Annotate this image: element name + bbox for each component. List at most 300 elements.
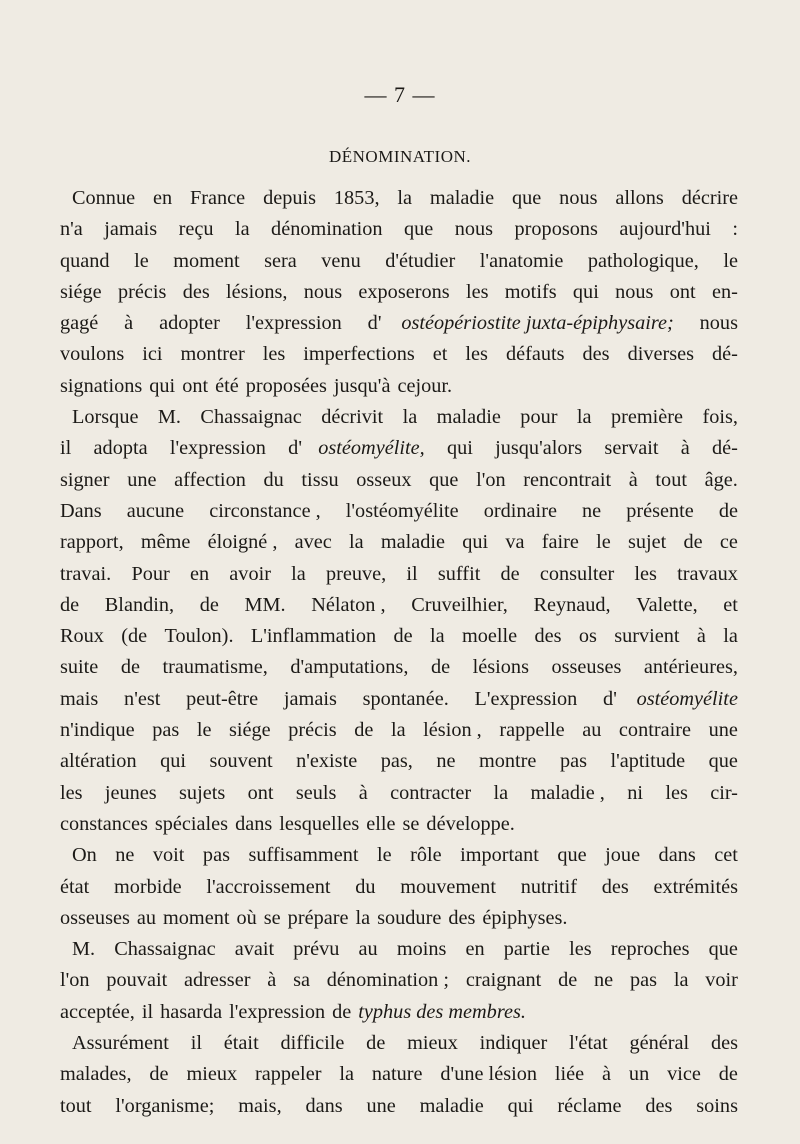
word: joue xyxy=(605,844,641,867)
body-text xyxy=(60,183,738,1122)
word: en xyxy=(465,938,485,961)
word: mais xyxy=(60,687,99,710)
word: que xyxy=(404,218,434,241)
text-line xyxy=(60,903,738,934)
word: Toulon). xyxy=(164,625,234,648)
text-line xyxy=(60,1028,738,1059)
text-line xyxy=(60,433,738,464)
word: survient xyxy=(614,625,680,648)
text-line xyxy=(60,371,738,402)
word: Assurément xyxy=(72,1032,169,1055)
word: l'accroissement xyxy=(206,875,331,898)
word: le xyxy=(196,719,212,742)
word: première xyxy=(610,406,684,429)
word: acceptée, xyxy=(60,1000,135,1023)
word: nous xyxy=(615,280,654,303)
word: Chassaignac xyxy=(114,938,216,961)
word: d' xyxy=(288,437,302,460)
text-line xyxy=(60,746,738,777)
word: dans xyxy=(235,812,273,835)
text-line xyxy=(60,840,738,871)
word: preuve, xyxy=(325,562,387,585)
word: les xyxy=(569,938,592,961)
word: développe. xyxy=(426,812,515,835)
word: ostéopériostite juxta-épiphysaire; xyxy=(401,312,674,335)
word: dans xyxy=(305,1094,343,1117)
word: il xyxy=(190,1032,202,1055)
word: osseuses xyxy=(551,656,622,679)
word: à xyxy=(680,437,690,460)
word: d'une lésion xyxy=(440,1063,537,1086)
word: important xyxy=(460,844,539,867)
word: qui xyxy=(462,531,489,554)
word: qui xyxy=(507,1094,534,1117)
word: la xyxy=(339,1063,354,1086)
word: dé- xyxy=(712,343,738,366)
word: que xyxy=(429,468,459,491)
word: voir xyxy=(705,969,738,992)
text-line xyxy=(60,559,738,590)
text-line xyxy=(60,527,738,558)
word: d' xyxy=(603,687,617,710)
word: la xyxy=(291,562,306,585)
word: nutritif xyxy=(520,875,578,898)
word: les xyxy=(665,781,688,804)
word: ne xyxy=(582,499,602,522)
word: moment xyxy=(163,906,230,929)
word: spontanée. xyxy=(362,687,449,710)
word: partie xyxy=(503,938,550,961)
word: il xyxy=(141,1000,154,1023)
word: d'amputations, xyxy=(290,656,409,679)
word: éloigné , xyxy=(207,531,278,554)
word: des xyxy=(645,1094,673,1117)
word: à xyxy=(628,468,638,491)
word: jamais xyxy=(283,687,337,710)
word: l'ostéomyélite xyxy=(345,499,459,522)
word: reçu xyxy=(178,218,214,241)
word: jusqu'alors xyxy=(495,437,583,460)
text-line xyxy=(60,402,738,433)
word: rapport, xyxy=(60,531,124,554)
word: exposerons xyxy=(358,280,450,303)
word: nous xyxy=(699,312,738,335)
word: épiphyses. xyxy=(482,906,568,929)
text-line xyxy=(60,465,738,496)
word: : xyxy=(732,218,738,241)
word: On xyxy=(72,844,97,867)
word: adresser xyxy=(184,969,251,992)
text-line xyxy=(60,308,738,339)
word: n'existe xyxy=(296,750,358,773)
word: les xyxy=(262,343,286,366)
word: circonstance , xyxy=(209,499,321,522)
word: pathologique, xyxy=(587,249,699,272)
text-line xyxy=(60,277,738,308)
word: de xyxy=(683,531,703,554)
word: de xyxy=(718,499,738,522)
word: morbide xyxy=(114,875,182,898)
word: se xyxy=(402,812,420,835)
word: de xyxy=(60,593,80,616)
word: que xyxy=(557,844,587,867)
word: va xyxy=(505,531,525,554)
word: de xyxy=(332,1000,352,1023)
word: M. xyxy=(72,938,96,961)
word: été xyxy=(215,374,239,397)
word: signer xyxy=(60,468,110,491)
word: l'état xyxy=(569,1032,608,1055)
word: l'expression xyxy=(245,312,342,335)
text-line xyxy=(60,872,738,903)
word: ostéomyélite, xyxy=(318,437,425,460)
word: soins xyxy=(696,1094,738,1117)
word: la xyxy=(234,218,250,241)
word: la xyxy=(355,906,371,929)
word: Reynaud, xyxy=(533,593,611,616)
word: que xyxy=(512,187,542,209)
word: une xyxy=(708,719,738,742)
word: Lorsque xyxy=(72,406,139,429)
word: la xyxy=(349,531,364,554)
word: les xyxy=(465,343,488,366)
word: lésions, xyxy=(226,280,288,303)
word: ont xyxy=(247,781,274,804)
word: extrémités xyxy=(653,875,738,898)
word: pas xyxy=(559,750,587,773)
text-line xyxy=(60,934,738,965)
word: d' xyxy=(367,312,382,335)
word: les xyxy=(634,562,657,585)
word: travaux xyxy=(677,562,738,585)
word: à xyxy=(696,625,706,648)
word: seuls xyxy=(295,781,337,804)
word: du xyxy=(355,875,376,898)
word: précis xyxy=(117,280,167,303)
word: dénomination ; xyxy=(326,969,450,992)
word: le xyxy=(376,844,392,867)
word: ordinaire xyxy=(483,499,557,522)
word: (de xyxy=(121,625,148,648)
page-number: — 7 — xyxy=(364,82,436,107)
word: spéciales xyxy=(154,812,229,835)
word: les xyxy=(60,781,83,804)
word: Cruveilhier, xyxy=(411,593,508,616)
word: l'on xyxy=(60,969,90,992)
word: France xyxy=(190,187,246,209)
word: malades, xyxy=(60,1063,132,1086)
word: des xyxy=(182,280,210,303)
word: âge. xyxy=(704,468,738,491)
word: lésions xyxy=(472,656,529,679)
word: nature xyxy=(371,1063,423,1086)
word: mouvement xyxy=(400,875,496,898)
word: une xyxy=(366,1094,396,1117)
word: de xyxy=(120,656,140,679)
word: pas, xyxy=(380,750,413,773)
word: travai. xyxy=(60,562,112,585)
word: M. xyxy=(157,406,181,429)
word: contraire xyxy=(618,719,691,742)
text-line xyxy=(60,997,738,1028)
word: jeunes xyxy=(104,781,157,804)
word: soudure xyxy=(377,906,442,929)
word: l'on xyxy=(476,468,506,491)
word: ostéomyélite xyxy=(636,687,738,710)
text-line xyxy=(60,778,738,809)
word: allons xyxy=(615,187,664,209)
word: lésion , xyxy=(423,719,482,742)
word: sa xyxy=(293,969,310,992)
word: de xyxy=(500,562,520,585)
word: qui xyxy=(160,750,187,773)
word: indiquer xyxy=(479,1032,548,1055)
word: des xyxy=(710,1032,738,1055)
word: des xyxy=(534,625,562,648)
word: jamais xyxy=(104,218,158,241)
word: la xyxy=(429,625,445,648)
word: des xyxy=(582,343,610,366)
word: avec xyxy=(294,531,332,554)
word: de xyxy=(718,1063,738,1086)
word: de xyxy=(430,656,451,679)
word: dans xyxy=(658,844,696,867)
word: défauts xyxy=(505,343,565,366)
word: siége xyxy=(60,280,102,303)
word: adopter xyxy=(159,312,220,335)
word: des xyxy=(448,906,476,929)
word: proposées xyxy=(245,374,327,397)
word: de xyxy=(558,969,578,992)
word: gagé xyxy=(60,312,99,335)
word: suite xyxy=(60,656,99,679)
word: la xyxy=(723,625,738,648)
word: mieux xyxy=(407,1032,458,1055)
word: signations xyxy=(60,374,143,397)
word: était xyxy=(223,1032,259,1055)
word: nous xyxy=(559,187,598,209)
word: tissu xyxy=(301,468,339,491)
word: de xyxy=(366,1032,386,1055)
word: depuis xyxy=(263,187,317,209)
word: moins xyxy=(396,938,447,961)
word: avoir xyxy=(229,562,271,585)
word: où xyxy=(236,906,257,929)
word: ici xyxy=(142,343,163,366)
word: prévu xyxy=(293,938,340,961)
word: rencontrait xyxy=(523,468,612,491)
word: réclame xyxy=(557,1094,622,1117)
word: jusqu'à xyxy=(333,374,391,397)
section-heading: DÉNOMINATION. xyxy=(328,147,471,166)
word: Nélaton , xyxy=(311,593,386,616)
word: cejour. xyxy=(397,374,453,397)
word: prépare xyxy=(287,906,349,929)
word: elle xyxy=(366,812,396,835)
text-line xyxy=(60,652,738,683)
word: rappeler xyxy=(255,1063,322,1086)
word: maladie , xyxy=(530,781,605,804)
word: rôle xyxy=(410,844,442,867)
word: état xyxy=(60,875,90,898)
word: le xyxy=(596,531,611,554)
word: n'indique xyxy=(60,719,135,742)
word: se xyxy=(263,906,281,929)
word: présente xyxy=(626,499,694,522)
text-line xyxy=(60,684,738,715)
word: qui xyxy=(149,374,176,397)
word: voit xyxy=(152,844,185,867)
word: au xyxy=(582,719,602,742)
word: et xyxy=(432,343,448,366)
word: et xyxy=(723,593,738,616)
word: suffit xyxy=(437,562,481,585)
word: Dans xyxy=(60,499,102,522)
word: maladie xyxy=(429,187,495,209)
word: os xyxy=(578,625,597,648)
word: L'expression xyxy=(474,687,578,710)
word: affection xyxy=(174,468,246,491)
word: le xyxy=(723,249,738,272)
word: de xyxy=(393,625,413,648)
text-line xyxy=(60,214,738,245)
word: diverses xyxy=(627,343,695,366)
word: de xyxy=(199,593,219,616)
text-line xyxy=(60,715,738,746)
word: servait xyxy=(604,437,659,460)
word: qui xyxy=(446,437,473,460)
word: général xyxy=(629,1032,690,1055)
word: souvent xyxy=(209,750,273,773)
word: vice xyxy=(667,1063,701,1086)
word: sujets xyxy=(179,781,226,804)
text-line xyxy=(60,1059,738,1090)
word: des xyxy=(601,875,629,898)
word: antérieures, xyxy=(643,656,738,679)
word: aucune xyxy=(126,499,185,522)
word: craignant xyxy=(465,969,542,992)
word: pouvait xyxy=(106,969,168,992)
word: n'est xyxy=(124,687,161,710)
word: nous xyxy=(303,280,343,303)
word: suffisamment xyxy=(248,844,359,867)
word: la xyxy=(390,719,406,742)
word: L'inflammation xyxy=(250,625,377,648)
word: pas xyxy=(202,844,230,867)
word: que xyxy=(708,938,738,961)
word: rappelle xyxy=(499,719,565,742)
word: décrire xyxy=(681,187,738,209)
word: ni xyxy=(627,781,643,804)
word: moelle xyxy=(461,625,518,648)
word: montrer xyxy=(180,343,245,366)
word: cet xyxy=(714,844,738,867)
word: d'étudier xyxy=(385,249,456,272)
word: maladie xyxy=(380,531,446,554)
word: osseuses xyxy=(60,906,130,929)
text-line xyxy=(60,809,738,840)
word: la xyxy=(493,781,509,804)
word: ne xyxy=(436,750,456,773)
word: fois, xyxy=(702,406,738,429)
word: ce xyxy=(719,531,738,554)
word: en xyxy=(189,562,210,585)
word: traumatisme, xyxy=(162,656,268,679)
word: précis xyxy=(288,719,337,742)
word: au xyxy=(358,938,378,961)
word: qui xyxy=(572,280,599,303)
word: une xyxy=(127,468,157,491)
word: sujet xyxy=(627,531,667,554)
text-line xyxy=(60,1091,738,1122)
word: dé- xyxy=(712,437,738,460)
word: hasarda xyxy=(160,1000,223,1023)
word: les xyxy=(465,280,489,303)
word: l'anatomie xyxy=(479,249,564,272)
word: aujourd'hui xyxy=(619,218,711,241)
word: il xyxy=(406,562,418,585)
word: la xyxy=(576,406,592,429)
word: pas xyxy=(629,969,658,992)
word: montre xyxy=(478,750,537,773)
word: de xyxy=(149,1063,169,1086)
word: tout xyxy=(60,1094,92,1117)
word: proposons xyxy=(514,218,598,241)
word: Pour xyxy=(131,562,170,585)
word: l'expression xyxy=(229,1000,326,1023)
word: siége xyxy=(229,719,271,742)
word: le xyxy=(134,249,149,272)
word: venu xyxy=(321,249,361,272)
text-line xyxy=(60,621,738,652)
text-line xyxy=(60,496,738,527)
word: lesquelles xyxy=(279,812,360,835)
word: l'organisme; xyxy=(115,1094,215,1117)
text-line xyxy=(60,965,738,996)
text-line xyxy=(60,183,738,214)
word: à xyxy=(124,312,134,335)
word: Valette, xyxy=(636,593,698,616)
word: adopta xyxy=(93,437,148,460)
word: osseux xyxy=(356,468,412,491)
word: la xyxy=(673,969,689,992)
word: moment xyxy=(173,249,240,272)
word: mieux xyxy=(186,1063,238,1086)
word: la xyxy=(402,406,418,429)
text-line xyxy=(60,590,738,621)
word: reproches xyxy=(610,938,690,961)
word: avait xyxy=(234,938,275,961)
word: mais, xyxy=(238,1094,282,1117)
word: quand xyxy=(60,249,110,272)
word: en xyxy=(152,187,173,209)
word: nous xyxy=(454,218,494,241)
word: Roux xyxy=(60,625,104,648)
word: pour xyxy=(520,406,558,429)
word: l'expression xyxy=(169,437,266,460)
word: ne xyxy=(594,969,614,992)
word: faire xyxy=(541,531,579,554)
word: que xyxy=(708,750,738,773)
word: sera xyxy=(264,249,297,272)
word: maladie xyxy=(419,1094,484,1117)
text-line xyxy=(60,246,738,277)
word: peut-être xyxy=(186,687,259,710)
word: même xyxy=(140,531,191,554)
word: pas xyxy=(152,719,180,742)
word: motifs xyxy=(504,280,557,303)
word: à xyxy=(267,969,277,992)
